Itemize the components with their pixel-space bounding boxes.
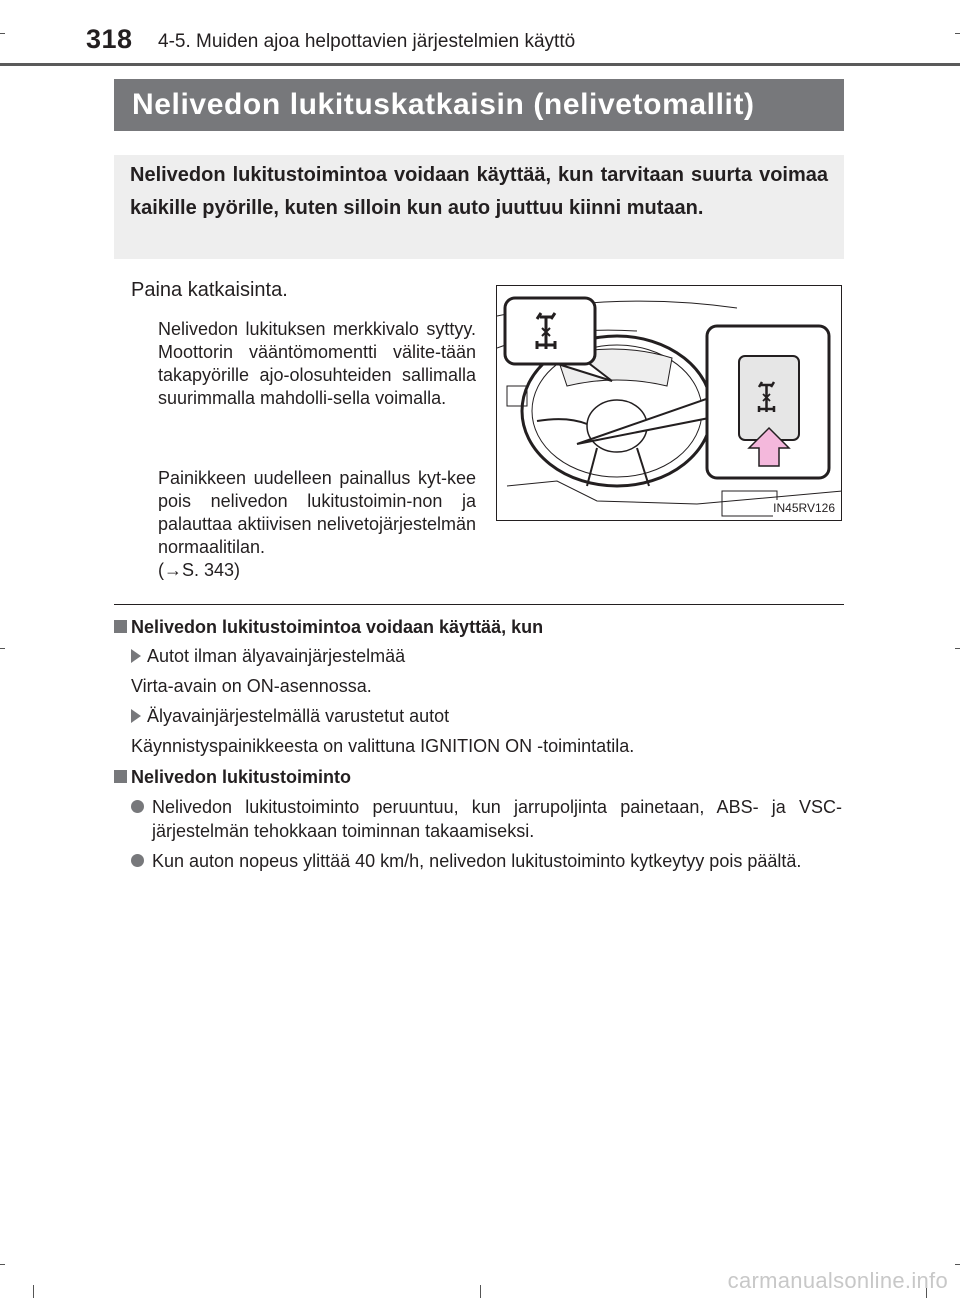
section-heading-usage-text: Nelivedon lukitustoimintoa voidaan käyttää, kun bbox=[131, 617, 544, 637]
step-instruction: Paina katkaisinta. bbox=[131, 279, 288, 301]
list-item-text: Autot ilman älyavainjärjestelmää bbox=[147, 646, 406, 666]
triangle-bullet-icon bbox=[131, 709, 141, 723]
running-header: 4-5. Muiden ajoa helpottavien järjestelmien käyttö bbox=[158, 31, 576, 52]
section-heading-function-text: Nelivedon lukitustoiminto bbox=[131, 767, 352, 787]
round-bullet-icon bbox=[131, 854, 144, 867]
crop-mark bbox=[955, 33, 960, 34]
figure-code: IN45RV126 bbox=[773, 501, 835, 515]
bullet-text: Kun auton nopeus ylittää 40 km/h, nelivedon lukitustoiminto kytkeytyy pois päältä. bbox=[152, 851, 802, 871]
list-item-detail: Käynnistyspainikkeesta on valittuna IGNITION ON -toimintatila. bbox=[131, 736, 635, 756]
crop-mark bbox=[955, 1264, 960, 1265]
page-reference: (→S. 343) bbox=[158, 560, 241, 580]
crop-mark bbox=[0, 648, 5, 649]
intro-box bbox=[114, 155, 844, 259]
triangle-bullet-icon bbox=[131, 649, 141, 663]
section-divider bbox=[114, 604, 844, 605]
section-heading-function bbox=[114, 767, 351, 788]
list-item-detail: Virta-avain on ON-asennossa. bbox=[131, 676, 372, 696]
list-item bbox=[131, 646, 405, 667]
list-item bbox=[131, 706, 449, 727]
bullet-item bbox=[131, 795, 842, 843]
watermark: carmanualsonline.info bbox=[727, 1268, 948, 1293]
bullet-item bbox=[131, 849, 842, 873]
list-item-text: Älyavainjärjestelmällä varustetut autot bbox=[147, 706, 450, 726]
section-heading-usage bbox=[114, 617, 543, 638]
step-description-2-text: Painikkeen uudelleen painallus kyt-kee pois nelivedon lukitustoimin-non ja palauttaa aktiivisen nelivetojärjestelmän normaalitilan. bbox=[158, 468, 476, 557]
dashboard-illustration bbox=[497, 286, 842, 521]
round-bullet-icon bbox=[131, 800, 144, 813]
page-title: Nelivedon lukituskatkaisin (nelivetomallit) bbox=[114, 79, 844, 131]
step-description-2 bbox=[158, 467, 476, 582]
square-bullet-icon bbox=[114, 620, 127, 633]
crop-mark bbox=[0, 1264, 5, 1265]
crop-mark bbox=[33, 1285, 34, 1298]
intro-text: Nelivedon lukitustoimintoa voidaan käyttää, kun tarvitaan suurta voimaa kaikille pyörille, kuten silloin kun auto juuttuu kiinni mutaan. bbox=[130, 164, 828, 219]
bullet-text: Nelivedon lukitustoiminto peruuntuu, kun jarrupoljinta painetaan, ABS- ja VSC-järjestelmän tehokkaan toiminnan takaamiseksi. bbox=[152, 797, 842, 841]
page-number: 318 bbox=[86, 24, 133, 54]
step-description-1: Nelivedon lukituksen merkkivalo syttyy. Moottorin vääntömomentti välite-tään takapyörille ajo-olosuhteiden sallimalla suurimmalla mahdolli-sella voimalla. bbox=[158, 319, 476, 408]
square-bullet-icon bbox=[114, 770, 127, 783]
crop-mark bbox=[480, 1285, 481, 1298]
crop-mark bbox=[955, 648, 960, 649]
crop-mark bbox=[0, 33, 5, 34]
header-rule bbox=[0, 63, 960, 66]
dashboard-figure bbox=[496, 285, 842, 521]
